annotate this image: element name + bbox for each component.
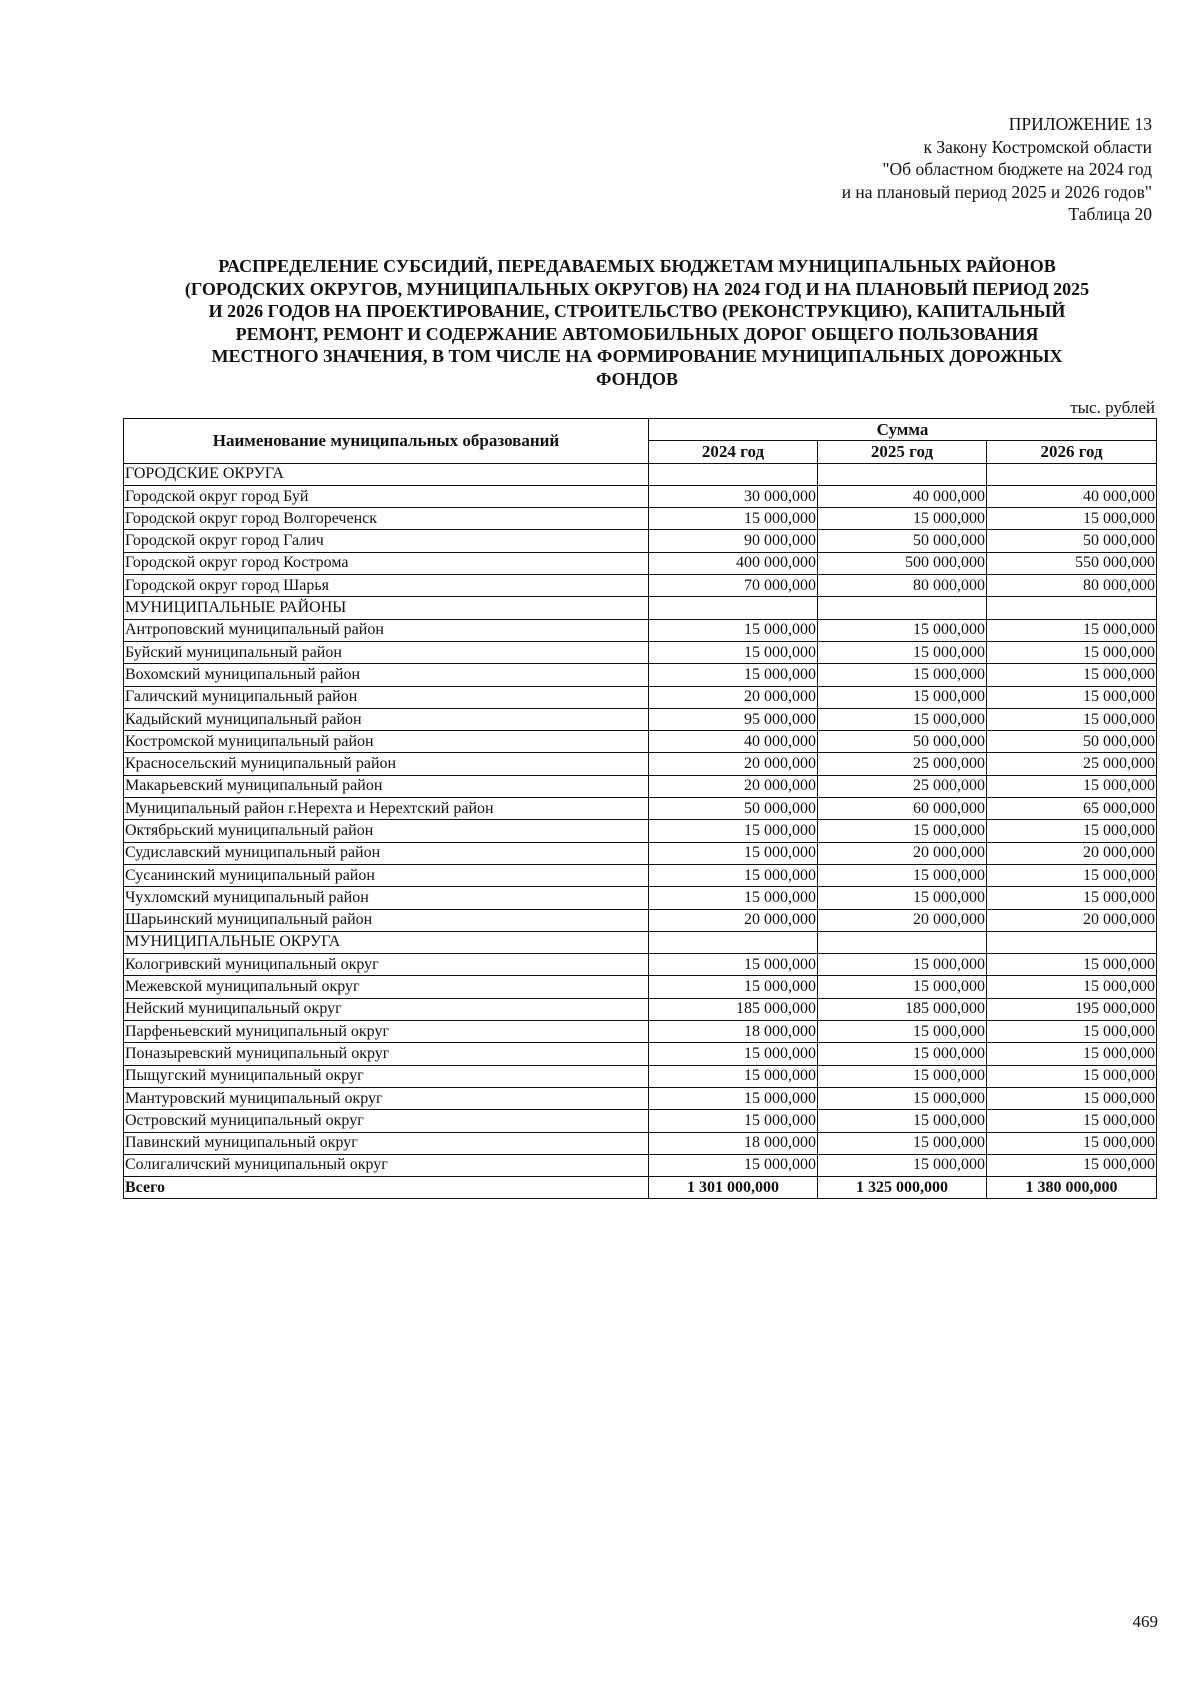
- amount-2025: 15 000,000: [818, 954, 987, 976]
- municipality-name: Костромской муниципальный район: [124, 731, 649, 753]
- amount-2024: 15 000,000: [649, 954, 818, 976]
- amount-2024: 400 000,000: [649, 552, 818, 574]
- amount-2025: 15 000,000: [818, 1132, 987, 1154]
- section-name: ГОРОДСКИЕ ОКРУГА: [124, 463, 649, 485]
- unit-label: тыс. рублей: [1070, 398, 1155, 417]
- amount-2025: 15 000,000: [818, 820, 987, 842]
- amount-2025: 15 000,000: [818, 686, 987, 708]
- section-row: [124, 931, 1157, 953]
- amount-2024: 15 000,000: [649, 864, 818, 886]
- amount-2026: 20 000,000: [987, 909, 1157, 931]
- amount-2026: [987, 463, 1157, 485]
- title-line: РАСПРЕДЕЛЕНИЕ СУБСИДИЙ, ПЕРЕДАВАЕМЫХ БЮДЖЕТАМ МУНИЦИПАЛЬНЫХ РАЙОНОВ: [218, 256, 1056, 276]
- amount-2025: 15 000,000: [818, 1087, 987, 1109]
- amount-2025: [818, 597, 987, 619]
- municipality-name: Городской округ город Кострома: [124, 552, 649, 574]
- amount-2024: 15 000,000: [649, 820, 818, 842]
- amount-2026: 15 000,000: [987, 1021, 1157, 1043]
- amount-2025: 40 000,000: [818, 485, 987, 507]
- amount-2025: 500 000,000: [818, 552, 987, 574]
- municipality-name: Антроповский муниципальный район: [124, 619, 649, 641]
- municipality-name: Вохомский муниципальный район: [124, 664, 649, 686]
- municipality-name: Муниципальный район г.Нерехта и Нерехтский район: [124, 798, 649, 820]
- table-row: [124, 1154, 1157, 1176]
- municipality-name: Городской округ город Шарья: [124, 575, 649, 597]
- amount-2025: 25 000,000: [818, 775, 987, 797]
- document-title: [120, 255, 1154, 390]
- municipality-name: Всего: [124, 1177, 649, 1199]
- amount-2024: 185 000,000: [649, 998, 818, 1020]
- table-row: [124, 508, 1157, 530]
- amount-2025: 15 000,000: [818, 864, 987, 886]
- municipality-name: Пыщугский муниципальный округ: [124, 1065, 649, 1087]
- amount-2024: 15 000,000: [649, 1043, 818, 1065]
- amount-2026: 195 000,000: [987, 998, 1157, 1020]
- table-number: Таблица 20: [1068, 204, 1152, 224]
- amount-2026: 15 000,000: [987, 1132, 1157, 1154]
- municipality-name: Чухломский муниципальный район: [124, 887, 649, 909]
- table-row: [124, 664, 1157, 686]
- amount-2025: 50 000,000: [818, 530, 987, 552]
- amount-2025: [818, 931, 987, 953]
- amount-2025: 15 000,000: [818, 708, 987, 730]
- amount-2025: 15 000,000: [818, 641, 987, 663]
- amount-2026: 15 000,000: [987, 1087, 1157, 1109]
- section-row: [124, 463, 1157, 485]
- amount-2025: 15 000,000: [818, 1110, 987, 1132]
- municipality-name: Буйский муниципальный район: [124, 641, 649, 663]
- subsidy-table: [123, 418, 1157, 1199]
- section-row: [124, 597, 1157, 619]
- section-name: МУНИЦИПАЛЬНЫЕ ОКРУГА: [124, 931, 649, 953]
- table-row: [124, 686, 1157, 708]
- title-line: (ГОРОДСКИХ ОКРУГОВ, МУНИЦИПАЛЬНЫХ ОКРУГОВ) НА 2024 ГОД И НА ПЛАНОВЫЙ ПЕРИОД 2025: [184, 278, 1090, 299]
- table-row: [124, 1132, 1157, 1154]
- amount-2025: 25 000,000: [818, 753, 987, 775]
- appendix-header: [842, 113, 1152, 226]
- title-line: ФОНДОВ: [595, 368, 679, 389]
- amount-2026: 1 380 000,000: [987, 1177, 1157, 1199]
- year-header-2025: 2025 год: [818, 441, 987, 463]
- table-row: [124, 753, 1157, 775]
- amount-2024: 15 000,000: [649, 1087, 818, 1109]
- amount-2026: 15 000,000: [987, 619, 1157, 641]
- amount-2026: 50 000,000: [987, 530, 1157, 552]
- amount-2025: 15 000,000: [818, 508, 987, 530]
- table-row: [124, 731, 1157, 753]
- year-header-2024: 2024 год: [649, 441, 818, 463]
- table-row: [124, 887, 1157, 909]
- table-row: [124, 1021, 1157, 1043]
- amount-2025: 50 000,000: [818, 731, 987, 753]
- amount-2026: 15 000,000: [987, 976, 1157, 998]
- amount-2024: 40 000,000: [649, 731, 818, 753]
- amount-2026: 80 000,000: [987, 575, 1157, 597]
- appendix-line: ПРИЛОЖЕНИЕ 13: [1008, 114, 1152, 134]
- municipality-name: Кологривский муниципальный округ: [124, 954, 649, 976]
- table-row: [124, 619, 1157, 641]
- amount-2024: [649, 931, 818, 953]
- amount-2026: 20 000,000: [987, 842, 1157, 864]
- municipality-name: Павинский муниципальный округ: [124, 1132, 649, 1154]
- amount-2024: 15 000,000: [649, 1110, 818, 1132]
- amount-2026: 15 000,000: [987, 664, 1157, 686]
- amount-2024: 20 000,000: [649, 753, 818, 775]
- section-name: МУНИЦИПАЛЬНЫЕ РАЙОНЫ: [124, 597, 649, 619]
- table-row: [124, 552, 1157, 574]
- municipality-name: Межевской муниципальный округ: [124, 976, 649, 998]
- amount-2024: 70 000,000: [649, 575, 818, 597]
- amount-2026: 15 000,000: [987, 887, 1157, 909]
- table-row: [124, 820, 1157, 842]
- table-row: [124, 1043, 1157, 1065]
- amount-2026: 550 000,000: [987, 552, 1157, 574]
- title-line: РЕМОНТ, РЕМОНТ И СОДЕРЖАНИЕ АВТОМОБИЛЬНЫХ ДОРОГ ОБЩЕГО ПОЛЬЗОВАНИЯ: [235, 323, 1039, 344]
- amount-2024: 15 000,000: [649, 887, 818, 909]
- amount-2025: 15 000,000: [818, 887, 987, 909]
- amount-2025: 15 000,000: [818, 976, 987, 998]
- amount-2026: 15 000,000: [987, 820, 1157, 842]
- table-row: [124, 909, 1157, 931]
- amount-2024: 15 000,000: [649, 1154, 818, 1176]
- amount-2024: 20 000,000: [649, 686, 818, 708]
- amount-2025: 1 325 000,000: [818, 1177, 987, 1199]
- amount-2024: 50 000,000: [649, 798, 818, 820]
- amount-2025: 15 000,000: [818, 1154, 987, 1176]
- amount-2026: 15 000,000: [987, 775, 1157, 797]
- appendix-line: к Закону Костромской области: [923, 136, 1152, 157]
- municipality-name: Красносельский муниципальный район: [124, 753, 649, 775]
- table-row: [124, 954, 1157, 976]
- amount-2025: [818, 463, 987, 485]
- amount-2026: 15 000,000: [987, 508, 1157, 530]
- amount-2025: 15 000,000: [818, 619, 987, 641]
- municipality-name: Макарьевский муниципальный район: [124, 775, 649, 797]
- amount-2026: 15 000,000: [987, 641, 1157, 663]
- table-row: [124, 775, 1157, 797]
- table-row: [124, 798, 1157, 820]
- sum-column-header: Сумма: [649, 419, 1157, 441]
- table-row: [124, 575, 1157, 597]
- amount-2024: 20 000,000: [649, 775, 818, 797]
- table-row: [124, 641, 1157, 663]
- table-row: [124, 1065, 1157, 1087]
- municipality-name: Городской округ город Галич: [124, 530, 649, 552]
- municipality-name: Шарьинский муниципальный район: [124, 909, 649, 931]
- amount-2026: 15 000,000: [987, 686, 1157, 708]
- municipality-name: Поназыревский муниципальный округ: [124, 1043, 649, 1065]
- amount-2024: 15 000,000: [649, 664, 818, 686]
- municipality-name: Городской округ город Волгореченск: [124, 508, 649, 530]
- amount-2025: 15 000,000: [818, 1021, 987, 1043]
- amount-2024: [649, 597, 818, 619]
- amount-2025: 20 000,000: [818, 909, 987, 931]
- amount-2026: 40 000,000: [987, 485, 1157, 507]
- amount-2026: 15 000,000: [987, 1154, 1157, 1176]
- amount-2025: 15 000,000: [818, 664, 987, 686]
- amount-2025: 15 000,000: [818, 1043, 987, 1065]
- municipality-name: Мантуровский муниципальный округ: [124, 1087, 649, 1109]
- amount-2026: 15 000,000: [987, 954, 1157, 976]
- amount-2025: 185 000,000: [818, 998, 987, 1020]
- amount-2025: 15 000,000: [818, 1065, 987, 1087]
- amount-2024: 15 000,000: [649, 842, 818, 864]
- amount-2024: 15 000,000: [649, 976, 818, 998]
- municipality-name: Городской округ город Буй: [124, 485, 649, 507]
- table-body: [124, 463, 1157, 1199]
- amount-2026: 15 000,000: [987, 1110, 1157, 1132]
- amount-2024: 95 000,000: [649, 708, 818, 730]
- municipality-name: Октябрьский муниципальный район: [124, 820, 649, 842]
- municipality-name: Островский муниципальный округ: [124, 1110, 649, 1132]
- table-row: [124, 1087, 1157, 1109]
- amount-2024: 15 000,000: [649, 508, 818, 530]
- amount-2024: 1 301 000,000: [649, 1177, 818, 1199]
- municipality-name: Парфеньевский муниципальный округ: [124, 1021, 649, 1043]
- amount-2024: [649, 463, 818, 485]
- amount-2024: 15 000,000: [649, 641, 818, 663]
- year-header-2026: 2026 год: [987, 441, 1157, 463]
- table-row: [124, 864, 1157, 886]
- table-row: [124, 998, 1157, 1020]
- table-row: [124, 1110, 1157, 1132]
- municipality-name: Галичский муниципальный район: [124, 686, 649, 708]
- amount-2026: 15 000,000: [987, 1065, 1157, 1087]
- table-row: [124, 485, 1157, 507]
- table-row: [124, 708, 1157, 730]
- amount-2026: 65 000,000: [987, 798, 1157, 820]
- amount-2025: 80 000,000: [818, 575, 987, 597]
- title-line: МЕСТНОГО ЗНАЧЕНИЯ, В ТОМ ЧИСЛЕ НА ФОРМИРОВАНИЕ МУНИЦИПАЛЬНЫХ ДОРОЖНЫХ: [211, 346, 1063, 366]
- amount-2026: 50 000,000: [987, 731, 1157, 753]
- amount-2024: 15 000,000: [649, 1065, 818, 1087]
- appendix-line: и на плановый период 2025 и 2026 годов": [841, 181, 1152, 202]
- table-row: [124, 842, 1157, 864]
- name-column-header: Наименование муниципальных образований: [124, 419, 649, 464]
- amount-2025: 60 000,000: [818, 798, 987, 820]
- amount-2024: 90 000,000: [649, 530, 818, 552]
- total-row: [124, 1177, 1157, 1199]
- title-line: И 2026 ГОДОВ НА ПРОЕКТИРОВАНИЕ, СТРОИТЕЛЬСТВО (РЕКОНСТРУКЦИЮ), КАПИТАЛЬНЫЙ: [208, 301, 1066, 321]
- amount-2026: 15 000,000: [987, 1043, 1157, 1065]
- amount-2024: 18 000,000: [649, 1132, 818, 1154]
- amount-2026: 15 000,000: [987, 708, 1157, 730]
- amount-2026: 15 000,000: [987, 864, 1157, 886]
- amount-2024: 18 000,000: [649, 1021, 818, 1043]
- municipality-name: Судиславский муниципальный район: [124, 842, 649, 864]
- amount-2025: 20 000,000: [818, 842, 987, 864]
- amount-2026: [987, 597, 1157, 619]
- amount-2026: [987, 931, 1157, 953]
- amount-2024: 30 000,000: [649, 485, 818, 507]
- table-row: [124, 976, 1157, 998]
- municipality-name: Кадыйский муниципальный район: [124, 708, 649, 730]
- page-number: 469: [1132, 1612, 1158, 1631]
- appendix-line: "Об областном бюджете на 2024 год: [882, 159, 1152, 179]
- table-row: [124, 530, 1157, 552]
- municipality-name: Сусанинский муниципальный район: [124, 864, 649, 886]
- municipality-name: Солигаличский муниципальный округ: [124, 1154, 649, 1176]
- amount-2024: 15 000,000: [649, 619, 818, 641]
- amount-2026: 25 000,000: [987, 753, 1157, 775]
- amount-2024: 20 000,000: [649, 909, 818, 931]
- municipality-name: Нейский муниципальный округ: [124, 998, 649, 1020]
